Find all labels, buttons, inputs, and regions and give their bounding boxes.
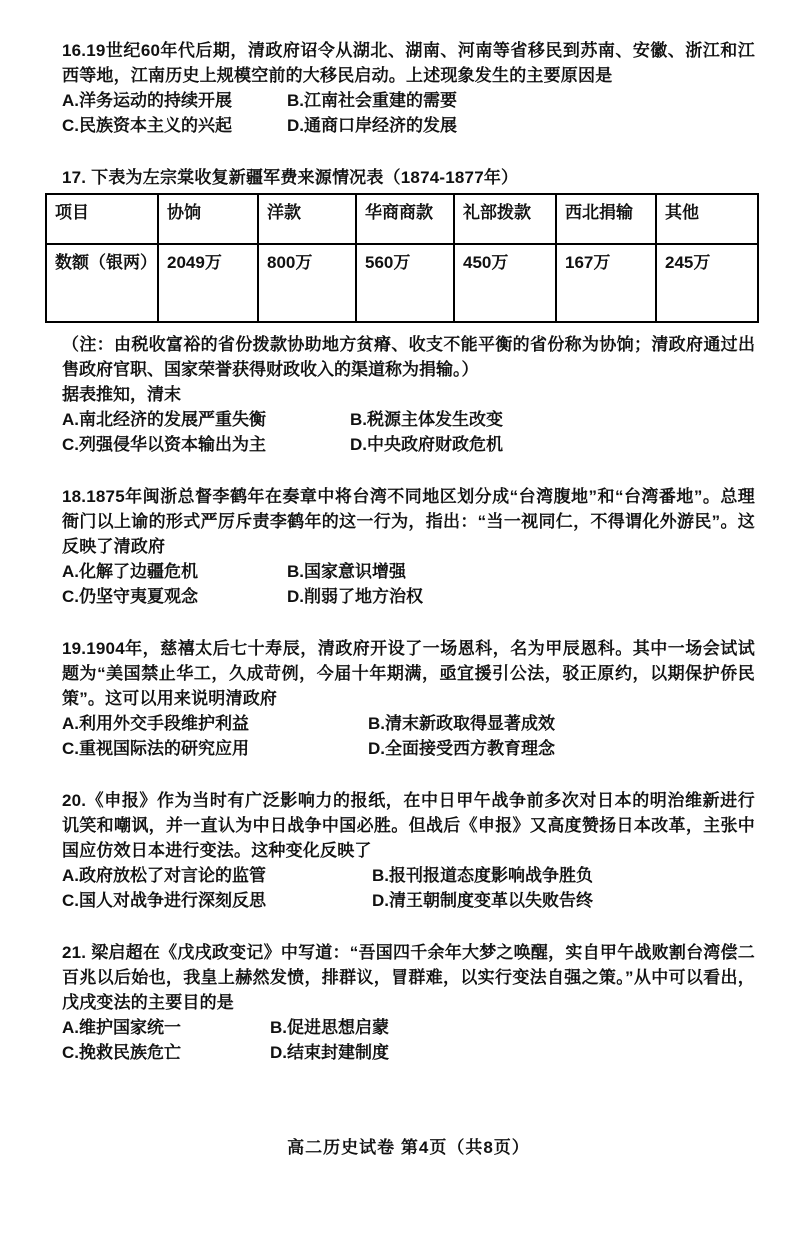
table-value-cell: 167万 <box>556 244 656 322</box>
option-row <box>62 863 755 888</box>
question-21-stem: 21. 梁启超在《戊戌政变记》中写道：“吾国四千余年大梦之唤醒，实自甲午战败割台湾偿二百兆以后始也，我皇上赫然发愤，排群议，冒群难，以实行变法自强之策。”从中可以看出，戊戌变法的主要目的是 <box>62 943 755 1012</box>
option-21-a: A.维护国家统一 <box>62 1018 181 1037</box>
table-header-cell: 西北捐输 <box>556 194 656 244</box>
table-value-cell: 800万 <box>258 244 356 322</box>
option-19-b: B.清末新政取得显著成效 <box>368 714 555 733</box>
question-18-options <box>62 559 755 609</box>
page-footer: 高二历史试卷 第4页（共8页） <box>287 1138 530 1157</box>
option-row <box>62 559 755 584</box>
option-20-d: D.清王朝制度变革以失败告终 <box>372 891 593 910</box>
option-row <box>62 736 755 761</box>
option-21-b: B.促进思想启蒙 <box>270 1018 389 1037</box>
question-19-options <box>62 711 755 761</box>
option-19-c: C.重视国际法的研究应用 <box>62 739 249 758</box>
option-17-d: D.中央政府财政危机 <box>350 435 503 454</box>
question-20-options <box>62 863 755 913</box>
table-header-cell: 协饷 <box>158 194 258 244</box>
table-value-row <box>46 244 758 322</box>
table-header-row <box>46 194 758 244</box>
option-row <box>62 888 755 913</box>
table-value-cell: 450万 <box>454 244 556 322</box>
option-row <box>62 432 755 457</box>
table-value-cell: 2049万 <box>158 244 258 322</box>
question-20 <box>62 788 755 913</box>
table-value-cell: 245万 <box>656 244 758 322</box>
table-header-cell: 洋款 <box>258 194 356 244</box>
option-17-c: C.列强侵华以资本输出为主 <box>62 435 266 454</box>
option-21-d: D.结束封建制度 <box>270 1043 389 1062</box>
question-17-stem: 17. 下表为左宗棠收复新疆军费来源情况表（1874-1877年） <box>62 168 519 187</box>
question-17-options <box>62 407 755 457</box>
option-row <box>62 1040 755 1065</box>
option-16-a: A.洋务运动的持续开展 <box>62 91 232 110</box>
option-row <box>62 88 755 113</box>
option-16-b: B.江南社会重建的需要 <box>287 91 457 110</box>
question-16-stem: 16.19世纪60年代后期，清政府诏令从湖北、湖南、河南等省移民到苏南、安徽、浙江和江西等地，江南历史上规模空前的大移民启动。上述现象发生的主要原因是 <box>62 41 755 85</box>
option-16-c: C.民族资本主义的兴起 <box>62 116 232 135</box>
table-value-cell: 560万 <box>356 244 454 322</box>
question-17-prompt: 据表推知，清末 <box>62 385 181 404</box>
military-funds-table <box>45 193 759 323</box>
option-row <box>62 1015 755 1040</box>
question-18-stem: 18.1875年闽浙总督李鹤年在奏章中将台湾不同地区划分成“台湾腹地”和“台湾番地”。总理衙门以上谕的形式严厉斥责李鹤年的这一行为，指出：“当一视同仁，不得谓化外游民”。这反映了清政府 <box>62 487 755 556</box>
option-20-c: C.国人对战争进行深刻反思 <box>62 891 266 910</box>
question-18 <box>62 484 755 609</box>
question-16 <box>62 38 755 138</box>
option-20-b: B.报刊报道态度影响战争胜负 <box>372 866 593 885</box>
table-header-cell: 其他 <box>656 194 758 244</box>
table-note: （注：由税收富裕的省份拨款协助地方贫瘠、收支不能平衡的省份称为协饷；清政府通过出售政府官职、国家荣誉获得财政收入的渠道称为捐输。） <box>62 335 755 379</box>
option-row <box>62 113 755 138</box>
option-row <box>62 711 755 736</box>
option-18-a: A.化解了边疆危机 <box>62 562 198 581</box>
table-header-cell: 华商商款 <box>356 194 454 244</box>
table-row-label: 数额（银两） <box>46 244 158 322</box>
question-21-options <box>62 1015 755 1065</box>
question-20-stem: 20.《申报》作为当时有广泛影响力的报纸，在中日甲午战争前多次对日本的明治维新进行讥笑和嘲讽，并一直认为中日战争中国必胜。但战后《申报》又高度赞扬日本改革，主张中国应仿效日本进行变法。这种变化反映了 <box>62 791 755 860</box>
question-17 <box>55 165 755 457</box>
option-19-d: D.全面接受西方教育理念 <box>368 739 555 758</box>
option-18-d: D.削弱了地方治权 <box>287 587 423 606</box>
table-header-cell: 项目 <box>46 194 158 244</box>
option-17-b: B.税源主体发生改变 <box>350 410 503 429</box>
option-18-b: B.国家意识增强 <box>287 562 406 581</box>
option-19-a: A.利用外交手段维护利益 <box>62 714 249 733</box>
option-17-a: A.南北经济的发展严重失衡 <box>62 410 266 429</box>
option-row <box>62 407 755 432</box>
question-19 <box>62 636 755 761</box>
option-20-a: A.政府放松了对言论的监管 <box>62 866 266 885</box>
table-header-cell: 礼部拨款 <box>454 194 556 244</box>
question-16-options <box>62 88 755 138</box>
option-row <box>62 584 755 609</box>
option-18-c: C.仍坚守夷夏观念 <box>62 587 198 606</box>
question-19-stem: 19.1904年，慈禧太后七十寿辰，清政府开设了一场恩科，名为甲辰恩科。其中一场会试试题为“美国禁止华工，久成苛例，今届十年期满，亟宜援引公法，驳正原约，以期保护侨民策”。这可以用来说明清政府 <box>62 639 755 708</box>
option-16-d: D.通商口岸经济的发展 <box>287 116 457 135</box>
question-21 <box>62 940 755 1065</box>
option-21-c: C.挽救民族危亡 <box>62 1043 181 1062</box>
